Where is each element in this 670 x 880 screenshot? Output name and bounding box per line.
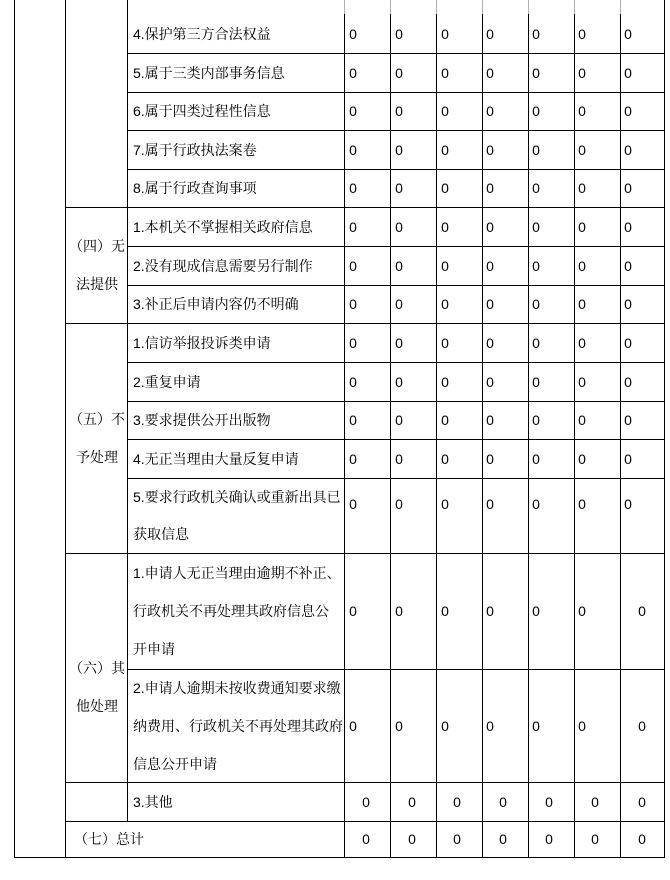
cell-value: 0 — [395, 450, 403, 467]
cell-value: 0 — [395, 496, 403, 512]
cell-value: 0 — [624, 141, 632, 158]
cell-value: 0 — [624, 180, 632, 196]
total-value: 0 — [408, 831, 416, 847]
row-divider — [65, 821, 665, 822]
cell-value: 0 — [486, 218, 494, 235]
cell-value: 0 — [499, 793, 507, 810]
cell-value: 0 — [578, 296, 586, 312]
row-label-line: 信息公开申请 — [133, 755, 217, 772]
cell-value: 0 — [395, 257, 403, 274]
row-label: 4.保护第三方合法权益 — [133, 25, 271, 42]
cell-value: 0 — [486, 141, 494, 158]
cell-value: 0 — [532, 334, 540, 351]
cell-value: 0 — [578, 103, 586, 119]
row-label-line: 行政机关不再处理其政府信息公 — [133, 603, 329, 619]
cell-value: 0 — [395, 334, 403, 351]
row-label-line: 2.申请人逾期未按收费通知要求缴 — [133, 679, 341, 696]
cell-value: 0 — [486, 717, 494, 734]
cell-value: 0 — [349, 141, 357, 158]
cell-value: 0 — [578, 450, 586, 467]
cell-value: 0 — [532, 257, 540, 274]
row-label: 8.属于行政查询事项 — [133, 180, 257, 196]
cell-value: 0 — [624, 103, 632, 119]
row-divider — [127, 285, 665, 286]
cell-value: 0 — [578, 717, 586, 734]
cell-value: 0 — [624, 64, 632, 81]
cell-value: 0 — [441, 218, 449, 235]
cell-value: 0 — [578, 373, 586, 390]
row-divider — [127, 92, 665, 93]
row-label: 6.属于四类过程性信息 — [133, 103, 271, 119]
category-label: 他处理 — [76, 698, 118, 714]
cell-value: 0 — [624, 296, 632, 312]
row-label-line: 纳费用、行政机关不再处理其政府 — [133, 717, 343, 734]
category-label: （五）不 — [69, 411, 125, 427]
cell-value: 0 — [532, 141, 540, 158]
row-label: 3.其他 — [133, 793, 173, 810]
cell-value: 0 — [349, 25, 357, 42]
cell-value: 0 — [441, 180, 449, 196]
cell-value: 0 — [578, 64, 586, 81]
cell-value: 0 — [624, 450, 632, 467]
cell-value: 0 — [349, 412, 357, 428]
cell-value: 0 — [395, 412, 403, 428]
cell-value: 0 — [578, 496, 586, 512]
row-label: 4.无正当理由大量反复申请 — [133, 450, 299, 467]
cell-value: 0 — [578, 141, 586, 158]
cell-value: 0 — [453, 793, 461, 810]
column-tick — [574, 0, 575, 14]
cell-value: 0 — [591, 793, 599, 810]
row-label: 1.信访举报投诉类申请 — [133, 334, 271, 351]
row-label: 7.属于行政执法案卷 — [133, 141, 257, 158]
cell-value: 0 — [532, 450, 540, 467]
cell-value: 0 — [395, 64, 403, 81]
row-label: 5.属于三类内部事务信息 — [133, 64, 285, 81]
cell-value: 0 — [624, 218, 632, 235]
cell-value: 0 — [578, 603, 586, 619]
cell-value: 0 — [441, 373, 449, 390]
cell-value: 0 — [395, 218, 403, 235]
cell-value: 0 — [349, 103, 357, 119]
cell-value: 0 — [578, 412, 586, 428]
row-label: 3.补正后申请内容仍不明确 — [133, 296, 299, 312]
cell-value: 0 — [486, 450, 494, 467]
row-divider — [127, 53, 665, 54]
cell-value: 0 — [532, 412, 540, 428]
cell-value: 0 — [362, 793, 370, 810]
total-value: 0 — [545, 831, 553, 847]
cell-value: 0 — [349, 373, 357, 390]
cell-value: 0 — [395, 103, 403, 119]
column-tick — [436, 0, 437, 14]
column-divider — [390, 0, 391, 857]
row-divider — [127, 169, 665, 170]
cell-value: 0 — [349, 717, 357, 734]
cell-value: 0 — [578, 257, 586, 274]
column-tick — [482, 0, 483, 14]
total-value: 0 — [499, 831, 507, 847]
cell-value: 0 — [624, 25, 632, 42]
cell-value: 0 — [441, 25, 449, 42]
category-label: 法提供 — [76, 276, 118, 292]
cell-value: 0 — [441, 141, 449, 158]
row-divider — [127, 478, 665, 479]
cell-value: 0 — [624, 496, 632, 512]
column-divider — [65, 0, 66, 857]
total-label: （七）总计 — [74, 831, 144, 847]
cell-value: 0 — [395, 296, 403, 312]
cell-value: 0 — [532, 496, 540, 512]
row-divider — [65, 782, 665, 783]
column-tick — [620, 0, 621, 14]
column-divider — [436, 0, 437, 857]
category-label: （四）无 — [69, 238, 125, 254]
cell-value: 0 — [395, 180, 403, 196]
cell-value: 0 — [578, 25, 586, 42]
cell-value: 0 — [349, 257, 357, 274]
cell-value: 0 — [441, 496, 449, 512]
row-label: 2.没有现成信息需要另行制作 — [133, 257, 313, 274]
cell-value: 0 — [441, 412, 449, 428]
cell-value: 0 — [486, 373, 494, 390]
cell-value: 0 — [349, 296, 357, 312]
cell-value: 0 — [441, 717, 449, 734]
cell-value: 0 — [578, 218, 586, 235]
cell-value: 0 — [349, 64, 357, 81]
cell-value: 0 — [624, 334, 632, 351]
row-divider — [65, 323, 665, 324]
row-label-line: 5.要求行政机关确认或重新出具已 — [133, 489, 341, 505]
row-divider — [65, 207, 665, 208]
cell-value: 0 — [349, 496, 357, 512]
category-label: 予处理 — [76, 449, 118, 465]
total-value: 0 — [591, 831, 599, 847]
cell-value: 0 — [441, 64, 449, 81]
row-label: 2.重复申请 — [133, 373, 201, 390]
cell-value: 0 — [638, 717, 646, 734]
cell-value: 0 — [486, 257, 494, 274]
cell-value: 0 — [624, 373, 632, 390]
cell-value: 0 — [349, 603, 357, 619]
cell-value: 0 — [486, 103, 494, 119]
row-divider — [127, 439, 665, 440]
cell-value: 0 — [441, 334, 449, 351]
cell-value: 0 — [486, 64, 494, 81]
cell-value: 0 — [395, 25, 403, 42]
cell-value: 0 — [624, 257, 632, 274]
cell-value: 0 — [486, 496, 494, 512]
row-divider — [127, 669, 665, 670]
row-divider — [127, 401, 665, 402]
total-value: 0 — [362, 831, 370, 847]
column-tick — [344, 0, 345, 14]
row-label-line: 获取信息 — [133, 526, 189, 542]
cell-value: 0 — [486, 334, 494, 351]
cell-value: 0 — [486, 412, 494, 428]
row-label-line: 开申请 — [133, 641, 175, 657]
column-divider — [664, 0, 665, 857]
cell-value: 0 — [545, 793, 553, 810]
cell-value: 0 — [578, 180, 586, 196]
cell-value: 0 — [532, 103, 540, 119]
row-divider — [127, 130, 665, 131]
row-divider — [65, 553, 665, 554]
cell-value: 0 — [624, 412, 632, 428]
column-divider — [620, 0, 621, 857]
cell-value: 0 — [486, 296, 494, 312]
cell-value: 0 — [532, 64, 540, 81]
category-label: （六）其 — [69, 660, 125, 676]
cell-value: 0 — [441, 103, 449, 119]
total-value: 0 — [453, 831, 461, 847]
row-label: 1.本机关不掌握相关政府信息 — [133, 218, 313, 235]
cell-value: 0 — [486, 603, 494, 619]
cell-value: 0 — [532, 603, 540, 619]
cell-value: 0 — [395, 141, 403, 158]
cell-value: 0 — [395, 717, 403, 734]
cell-value: 0 — [441, 603, 449, 619]
cell-value: 0 — [395, 373, 403, 390]
cell-value: 0 — [532, 296, 540, 312]
column-divider — [344, 0, 345, 857]
cell-value: 0 — [638, 603, 646, 619]
cell-value: 0 — [532, 218, 540, 235]
cell-value: 0 — [349, 180, 357, 196]
cell-value: 0 — [441, 257, 449, 274]
cell-value: 0 — [349, 218, 357, 235]
cell-value: 0 — [578, 334, 586, 351]
row-divider — [127, 246, 665, 247]
table-border-left — [14, 0, 15, 857]
cell-value: 0 — [532, 180, 540, 196]
table-border-bottom — [14, 857, 665, 858]
cell-value: 0 — [408, 793, 416, 810]
cell-value: 0 — [486, 25, 494, 42]
cell-value: 0 — [349, 450, 357, 467]
row-divider — [127, 362, 665, 363]
cell-value: 0 — [532, 25, 540, 42]
cell-value: 0 — [441, 450, 449, 467]
cell-value: 0 — [532, 717, 540, 734]
column-tick — [528, 0, 529, 14]
row-label-line: 1.申请人无正当理由逾期不补正、 — [133, 565, 341, 581]
cell-value: 0 — [441, 296, 449, 312]
cell-value: 0 — [395, 603, 403, 619]
cell-value: 0 — [349, 334, 357, 351]
row-label: 3.要求提供公开出版物 — [133, 412, 271, 428]
cell-value: 0 — [532, 373, 540, 390]
cell-value: 0 — [486, 180, 494, 196]
cell-value: 0 — [638, 793, 646, 810]
column-tick — [390, 0, 391, 14]
total-value: 0 — [638, 831, 646, 847]
